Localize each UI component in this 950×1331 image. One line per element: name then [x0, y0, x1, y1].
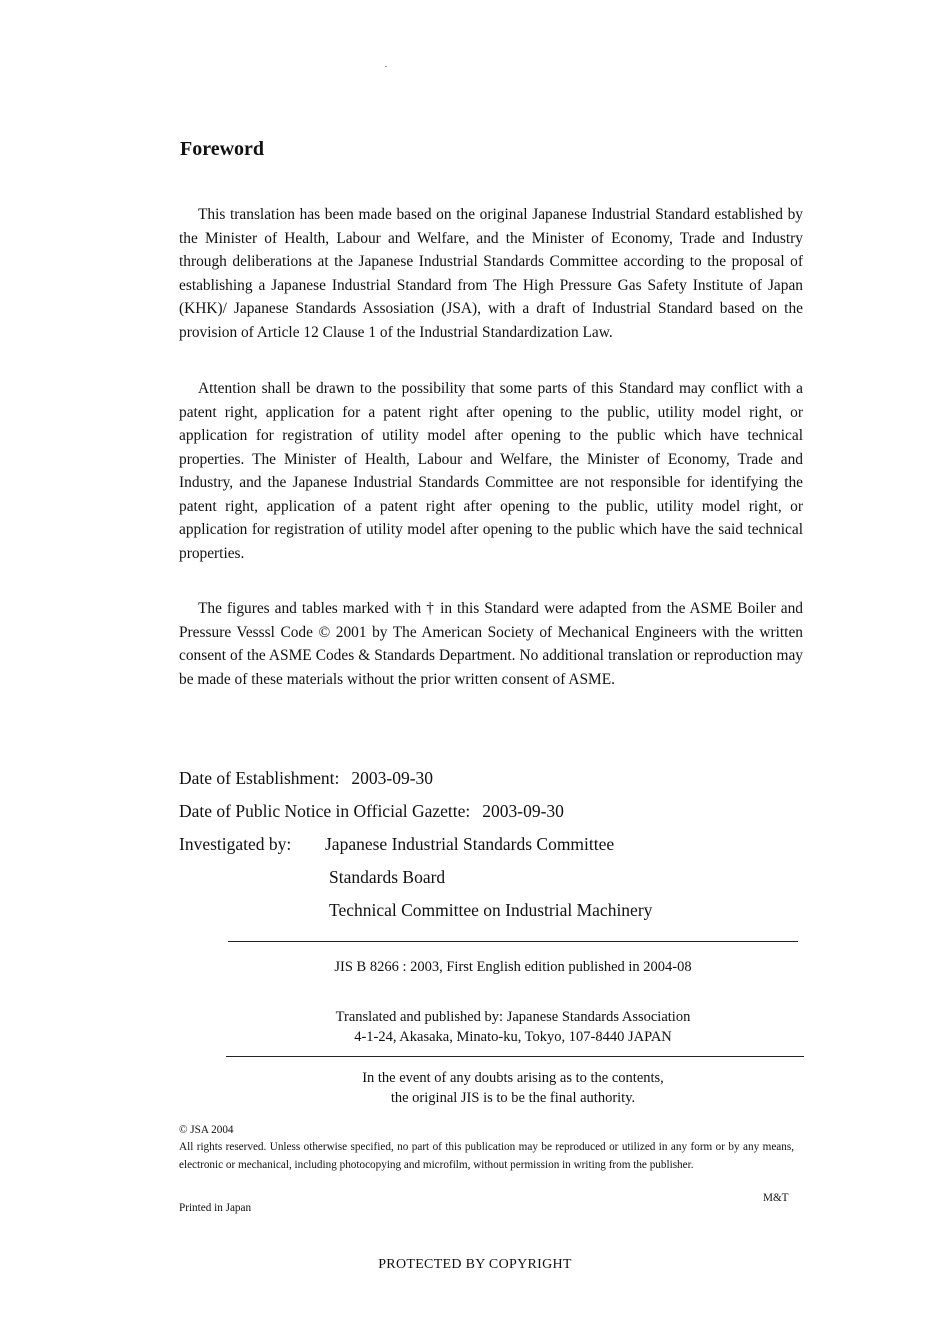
publisher-line: Translated and published by: Japanese Standards Association: [335, 1009, 691, 1025]
foreword-paragraph-2-text: Attention shall be drawn to the possibility that some parts of this Standard may conflict with a patent right, application for a patent right after opening to the public, utility model right, or application for registration of utility model after opening to the public which have technical properties. The Minister of Health, Labour and Welfare, the Minister of Economy, Trade and Industry, and the Japanese Industrial Standards Committee are not responsible for identifying the patent right, application of a patent right after opening to the public, utility model right, or application for registration of utility model after opening to the public which have the said technical properties.: [179, 380, 803, 562]
copyright-notice: © JSA 2004: [179, 1124, 234, 1136]
investigated-by-line-1: Japanese Industrial Standards Committee: [325, 834, 615, 854]
divider-top: [228, 941, 798, 942]
date-of-public-notice: [179, 800, 564, 822]
address-line: 4-1-24, Akasaka, Minato-ku, Tokyo, 107-8440 JAPAN: [354, 1029, 672, 1045]
scan-speck: [385, 66, 387, 67]
doubt-line-1: In the event of any doubts arising as to the contents,: [362, 1070, 664, 1086]
foreword-paragraph-1: [179, 203, 803, 344]
date-of-establishment: [179, 767, 433, 789]
date-of-establishment-label: Date of Establishment:: [179, 768, 340, 788]
doubt-line-2: the original JIS is to be the final authority.: [390, 1090, 636, 1106]
copyright-footer: PROTECTED BY COPYRIGHT: [378, 1257, 572, 1272]
foreword-paragraph-2: [179, 377, 803, 565]
rights-statement: All rights reserved. Unless otherwise specified, no part of this publication may be reproduced or utilized in any form or by any means, electronic or mechanical, including photocopying and microfilm, without permission in writing from the publisher.: [179, 1141, 794, 1171]
investigated-by-label: Investigated by:: [179, 834, 292, 854]
foreword-paragraph-3-text: The figures and tables marked with † in this Standard were adapted from the ASME Boiler and Pressure Vesssl Code © 2001 by The American Society of Mechanical Engineers with the written consent of the ASME Codes & Standards Department. No additional translation or reproduction may be made of these materials without the prior written consent of ASME.: [179, 600, 803, 688]
foreword-paragraph-1-text: This translation has been made based on the original Japanese Industrial Standard established by the Minister of Health, Labour and Welfare, and the Minister of Economy, Trade and Industry through deliberations at the Japanese Industrial Standards Committee according to the proposal of establishing a Japanese Industrial Standard from The High Pressure Gas Safety Institute of Japan (KHK)/ Japanese Standards Assosiation (JSA), with a draft of Industrial Standard based on the provision of Article 12 Clause 1 of the Industrial Standardization Law.: [179, 206, 803, 341]
printed-in-japan: Printed in Japan: [179, 1202, 252, 1214]
page-title: Foreword: [180, 138, 265, 160]
investigated-by-line-2: Standards Board: [329, 867, 446, 887]
divider-bottom: [226, 1056, 804, 1057]
date-of-public-notice-label: Date of Public Notice in Official Gazette:: [179, 801, 471, 821]
edition-line: JIS B 8266 : 2003, First English edition published in 2004-08: [334, 959, 692, 975]
date-of-establishment-value: 2003-09-30: [351, 768, 434, 788]
foreword-paragraph-3: [179, 597, 803, 691]
printer-code: M&T: [763, 1192, 789, 1204]
investigated-by-line-3: Technical Committee on Industrial Machinery: [329, 900, 653, 920]
date-of-public-notice-value: 2003-09-30: [482, 801, 564, 821]
